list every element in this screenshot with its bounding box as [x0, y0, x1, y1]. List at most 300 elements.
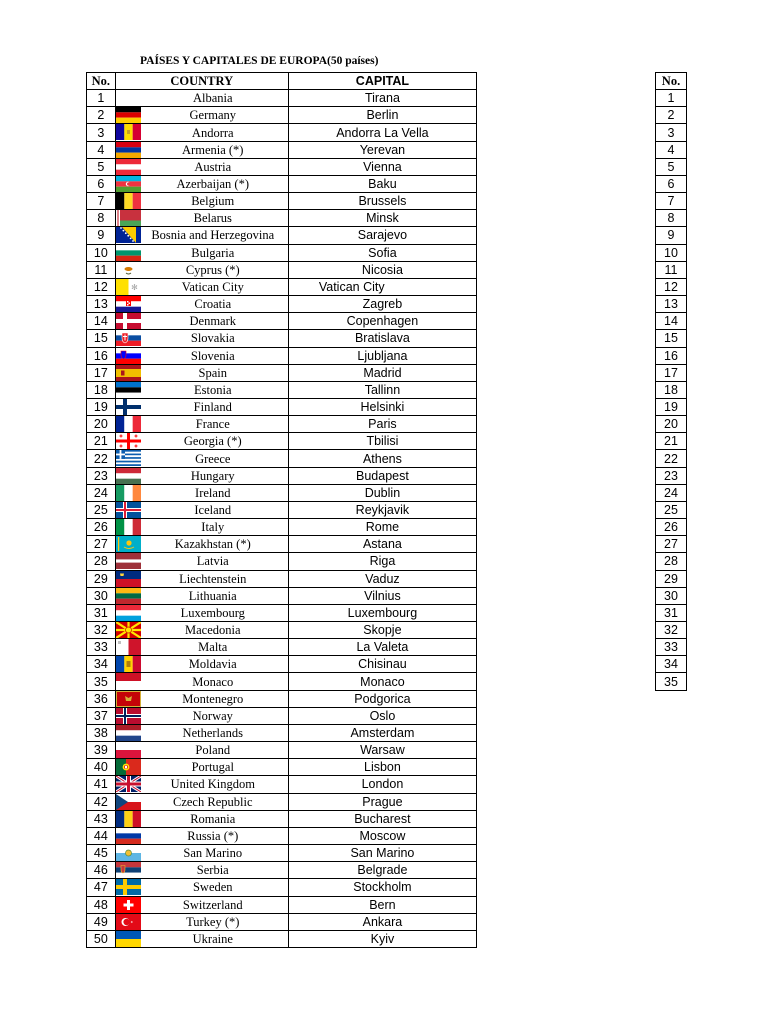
- capital-cell: Sofia: [288, 244, 476, 261]
- capital-cell: Podgorica: [288, 690, 476, 707]
- table-row: [656, 330, 687, 347]
- kazakhstan-flag-icon: [116, 536, 141, 552]
- table-row: [656, 296, 687, 313]
- country-name: Slovenia: [190, 348, 235, 363]
- row-number: 30: [87, 587, 116, 604]
- table-row: [656, 193, 687, 210]
- row-number: 10: [87, 244, 116, 261]
- capital-cell: Riga: [288, 553, 476, 570]
- row-number: 36: [87, 690, 116, 707]
- country-name: Poland: [195, 743, 231, 758]
- country-name: Croatia: [194, 297, 232, 312]
- row-number: 8: [87, 210, 116, 227]
- country-cell: [115, 930, 288, 947]
- country-name: Serbia: [196, 863, 229, 878]
- row-number: 22: [87, 450, 116, 467]
- countries-table: [86, 72, 477, 948]
- row-number: 39: [87, 742, 116, 759]
- capital-cell: Paris: [288, 416, 476, 433]
- table-row: [87, 862, 477, 879]
- row-number: 19: [656, 398, 687, 415]
- country-name: Georgia (*): [183, 434, 242, 449]
- capital-cell: Rome: [288, 519, 476, 536]
- table-row: [656, 536, 687, 553]
- poland-flag-icon: [116, 742, 141, 758]
- country-cell: [115, 158, 288, 175]
- row-number: 13: [656, 296, 687, 313]
- row-number: 5: [656, 158, 687, 175]
- country-name: Liechtenstein: [179, 571, 247, 586]
- table-row: [656, 398, 687, 415]
- table-row: [87, 90, 477, 107]
- table-row: [656, 175, 687, 192]
- table-row: [87, 776, 477, 793]
- table-row: [656, 622, 687, 639]
- country-cell: [115, 381, 288, 398]
- country-cell: [115, 398, 288, 415]
- table-row: [87, 742, 477, 759]
- row-number: 27: [87, 536, 116, 553]
- table-row: [87, 570, 477, 587]
- row-number: 17: [87, 364, 116, 381]
- table-row: [87, 673, 477, 690]
- table-row: [87, 604, 477, 621]
- row-number: 28: [87, 553, 116, 570]
- country-cell: [115, 724, 288, 741]
- table-row: [656, 604, 687, 621]
- header-capital: CAPITAL: [288, 73, 476, 90]
- row-number: 20: [656, 416, 687, 433]
- row-number: 34: [87, 656, 116, 673]
- capital-cell: Nicosia: [288, 261, 476, 278]
- row-number: 32: [656, 622, 687, 639]
- country-cell: [115, 793, 288, 810]
- country-cell: [115, 501, 288, 518]
- row-number: 20: [87, 416, 116, 433]
- row-number: 31: [87, 604, 116, 621]
- row-number: 49: [87, 913, 116, 930]
- capital-cell: Baku: [288, 175, 476, 192]
- table-row: [87, 416, 477, 433]
- table-row: [87, 175, 477, 192]
- table-row: [656, 158, 687, 175]
- capital-cell: Sarajevo: [288, 227, 476, 244]
- row-number: 33: [87, 639, 116, 656]
- number-column-table: [655, 72, 687, 691]
- country-name: Germany: [189, 108, 237, 123]
- row-number: 15: [87, 330, 116, 347]
- capital-cell: Helsinki: [288, 398, 476, 415]
- belarus-flag-icon: [116, 210, 141, 226]
- row-number: 7: [87, 193, 116, 210]
- svg-text:✻: ✻: [130, 282, 138, 292]
- cyprus-flag-icon: [116, 262, 141, 278]
- country-name: Albania: [192, 91, 233, 106]
- country-cell: [115, 519, 288, 536]
- capital-cell: Tallinn: [288, 381, 476, 398]
- table-row: [656, 244, 687, 261]
- andorra-flag-icon: [116, 124, 141, 140]
- table-row: [87, 759, 477, 776]
- capital-cell: Amsterdam: [288, 724, 476, 741]
- country-name: Russia (*): [187, 828, 239, 843]
- row-number: 9: [656, 227, 687, 244]
- row-number: 17: [656, 364, 687, 381]
- country-cell: [115, 210, 288, 227]
- table-row: [656, 639, 687, 656]
- row-number: 15: [656, 330, 687, 347]
- country-cell: [115, 845, 288, 862]
- row-number: 37: [87, 707, 116, 724]
- row-number: 25: [656, 501, 687, 518]
- table-row: [87, 810, 477, 827]
- capital-cell: Brussels: [288, 193, 476, 210]
- row-number: 47: [87, 879, 116, 896]
- table-row: [656, 587, 687, 604]
- country-name: Portugal: [191, 760, 234, 775]
- header-country: COUNTRY: [115, 73, 288, 90]
- row-number: 21: [656, 433, 687, 450]
- country-cell: [115, 296, 288, 313]
- row-number: 50: [87, 930, 116, 947]
- table-row: [87, 707, 477, 724]
- table-row: [87, 450, 477, 467]
- country-name: Ukraine: [192, 931, 233, 946]
- table-row: [87, 124, 477, 141]
- table-row: [656, 227, 687, 244]
- country-name: Ireland: [195, 485, 231, 500]
- country-cell: [115, 450, 288, 467]
- bosnia-flag-icon: [116, 227, 141, 243]
- country-name: Belgium: [191, 194, 235, 209]
- table-row: [656, 313, 687, 330]
- table-row: [656, 278, 687, 295]
- table-row: [87, 879, 477, 896]
- table-row: [87, 193, 477, 210]
- table-row: [87, 210, 477, 227]
- country-name: Kazakhstan (*): [174, 537, 251, 552]
- capital-cell: Kyiv: [288, 930, 476, 947]
- ireland-flag-icon: [116, 485, 141, 501]
- country-cell: [115, 330, 288, 347]
- country-name: Sweden: [192, 880, 233, 895]
- table-row: [87, 896, 477, 913]
- table-row: [87, 467, 477, 484]
- country-cell: [115, 570, 288, 587]
- country-cell: [115, 416, 288, 433]
- header-no-right: No.: [656, 73, 687, 90]
- capital-cell: Madrid: [288, 364, 476, 381]
- armenia-flag-icon: [116, 142, 141, 158]
- country-name: Vatican City: [181, 279, 244, 294]
- russia-flag-icon: [116, 828, 141, 844]
- header-no: No.: [87, 73, 116, 90]
- country-cell: [115, 913, 288, 930]
- country-name: Andorra: [191, 125, 234, 140]
- norway-flag-icon: [116, 708, 141, 724]
- table-row: [87, 690, 477, 707]
- table-row: [87, 313, 477, 330]
- table-row: [656, 570, 687, 587]
- row-number: 24: [87, 484, 116, 501]
- finland-flag-icon: [116, 399, 141, 415]
- country-name: France: [195, 417, 230, 432]
- country-name: Slovakia: [190, 331, 235, 346]
- row-number: 27: [656, 536, 687, 553]
- row-number: 46: [87, 862, 116, 879]
- country-name: Cyprus (*): [185, 262, 240, 277]
- monaco-flag-icon: [116, 673, 141, 689]
- row-number: 48: [87, 896, 116, 913]
- country-cell: [115, 175, 288, 192]
- slovakia-flag-icon: [116, 330, 141, 346]
- row-number: 32: [87, 622, 116, 639]
- row-number: 18: [87, 381, 116, 398]
- table-row: [87, 347, 477, 364]
- table-row: [87, 501, 477, 518]
- greece-flag-icon: [116, 450, 141, 466]
- country-cell: [115, 742, 288, 759]
- capital-cell: Lisbon: [288, 759, 476, 776]
- capital-cell: Copenhagen: [288, 313, 476, 330]
- croatia-flag-icon: [116, 296, 141, 312]
- capital-cell: Dublin: [288, 484, 476, 501]
- row-number: 2: [656, 107, 687, 124]
- capital-cell: Berlin: [288, 107, 476, 124]
- netherlands-flag-icon: [116, 725, 141, 741]
- row-number: 40: [87, 759, 116, 776]
- country-cell: [115, 776, 288, 793]
- uk-flag-icon: [116, 776, 141, 792]
- turkey-flag-icon: [116, 914, 141, 930]
- row-number: 21: [87, 433, 116, 450]
- country-name: Switzerland: [182, 897, 243, 912]
- table-row: [87, 364, 477, 381]
- country-cell: [115, 467, 288, 484]
- country-cell: [115, 244, 288, 261]
- slovenia-flag-icon: [116, 348, 141, 364]
- denmark-flag-icon: [116, 313, 141, 329]
- table-row: [656, 364, 687, 381]
- country-name: San Marino: [183, 846, 243, 861]
- liechtenstein-flag-icon: [116, 571, 141, 587]
- row-number: 5: [87, 158, 116, 175]
- capital-cell: Yerevan: [288, 141, 476, 158]
- row-number: 14: [87, 313, 116, 330]
- row-number: 11: [87, 261, 116, 278]
- table-header-row: [656, 73, 687, 90]
- country-cell: [115, 879, 288, 896]
- row-number: 23: [87, 467, 116, 484]
- sweden-flag-icon: [116, 879, 141, 895]
- row-number: 7: [656, 193, 687, 210]
- row-number: 6: [87, 175, 116, 192]
- row-number: 29: [656, 570, 687, 587]
- table-row: [656, 501, 687, 518]
- row-number: 45: [87, 845, 116, 862]
- table-row: [656, 210, 687, 227]
- capital-cell: Vilnius: [288, 587, 476, 604]
- country-name: Finland: [193, 400, 232, 415]
- table-row: [87, 587, 477, 604]
- capital-cell: Zagreb: [288, 296, 476, 313]
- country-name: Belarus: [193, 211, 232, 226]
- table-row: [656, 416, 687, 433]
- table-row: [87, 158, 477, 175]
- country-name: Czech Republic: [173, 794, 253, 809]
- capital-cell: Prague: [288, 793, 476, 810]
- bulgaria-flag-icon: [116, 245, 141, 261]
- country-cell: [115, 90, 288, 107]
- capital-cell: Vaduz: [288, 570, 476, 587]
- country-name: Austria: [194, 159, 232, 174]
- ukraine-flag-icon: [116, 931, 141, 947]
- country-name: Bosnia and Herzegovina: [151, 228, 275, 243]
- italy-flag-icon: [116, 519, 141, 535]
- spain-flag-icon: [116, 365, 141, 381]
- row-number: 35: [656, 673, 687, 690]
- romania-flag-icon: [116, 811, 141, 827]
- luxembourg-flag-icon: [116, 605, 141, 621]
- georgia-flag-icon: [116, 433, 141, 449]
- row-number: 33: [656, 639, 687, 656]
- country-name: Montenegro: [182, 691, 244, 706]
- row-number: 3: [87, 124, 116, 141]
- row-number: 9: [87, 227, 116, 244]
- capital-cell: Warsaw: [288, 742, 476, 759]
- country-cell: [115, 896, 288, 913]
- capital-cell: Minsk: [288, 210, 476, 227]
- row-number: 10: [656, 244, 687, 261]
- country-cell: [115, 759, 288, 776]
- country-cell: [115, 364, 288, 381]
- table-row: [87, 656, 477, 673]
- table-row: [656, 261, 687, 278]
- row-number: 16: [656, 347, 687, 364]
- capital-cell: Astana: [288, 536, 476, 553]
- iceland-flag-icon: [116, 502, 141, 518]
- row-number: 38: [87, 724, 116, 741]
- country-cell: [115, 261, 288, 278]
- row-number: 44: [87, 827, 116, 844]
- row-number: 41: [87, 776, 116, 793]
- row-number: 6: [656, 175, 687, 192]
- table-row: [656, 673, 687, 690]
- country-cell: [115, 193, 288, 210]
- capital-cell: Moscow: [288, 827, 476, 844]
- capital-cell: Tbilisi: [288, 433, 476, 450]
- country-cell: [115, 124, 288, 141]
- portugal-flag-icon: [116, 759, 141, 775]
- country-name: Denmark: [189, 314, 237, 329]
- capital-cell: Belgrade: [288, 862, 476, 879]
- table-row: [656, 450, 687, 467]
- country-cell: [115, 278, 288, 295]
- capital-cell: Budapest: [288, 467, 476, 484]
- table-row: [87, 107, 477, 124]
- albania-flag-icon: [116, 90, 141, 106]
- capital-cell: Oslo: [288, 707, 476, 724]
- table-row: [656, 107, 687, 124]
- country-name: Lithuania: [188, 588, 237, 603]
- germany-flag-icon: [116, 107, 141, 123]
- table-row: [87, 519, 477, 536]
- country-cell: [115, 107, 288, 124]
- row-number: 28: [656, 553, 687, 570]
- row-number: 13: [87, 296, 116, 313]
- country-name: Netherlands: [182, 726, 243, 741]
- serbia-flag-icon: [116, 862, 141, 878]
- capital-cell: Luxembourg: [288, 604, 476, 621]
- row-number: 1: [656, 90, 687, 107]
- malta-flag-icon: [116, 639, 141, 655]
- capital-cell: Athens: [288, 450, 476, 467]
- table-row: [87, 141, 477, 158]
- lithuania-flag-icon: [116, 588, 141, 604]
- table-row: [87, 261, 477, 278]
- country-name: Italy: [201, 520, 225, 535]
- table-row: [656, 656, 687, 673]
- country-cell: [115, 536, 288, 553]
- country-name: Armenia (*): [182, 142, 244, 157]
- san-marino-flag-icon: [116, 845, 141, 861]
- country-cell: [115, 622, 288, 639]
- row-number: 26: [656, 519, 687, 536]
- row-number: 22: [656, 450, 687, 467]
- country-cell: [115, 227, 288, 244]
- country-name: Hungary: [190, 468, 235, 483]
- country-cell: [115, 141, 288, 158]
- table-row: [656, 141, 687, 158]
- table-row: [87, 845, 477, 862]
- country-name: United Kingdom: [170, 777, 255, 792]
- vatican-flag-icon: [116, 279, 141, 295]
- country-name: Moldavia: [188, 657, 237, 672]
- row-number: 34: [656, 656, 687, 673]
- country-cell: [115, 604, 288, 621]
- capital-cell: Bern: [288, 896, 476, 913]
- page-title: PAÍSES Y CAPITALES DE EUROPA(50 países): [140, 55, 379, 67]
- belgium-flag-icon: [116, 193, 141, 209]
- capital-cell: Skopje: [288, 622, 476, 639]
- table-row: [87, 484, 477, 501]
- table-header-row: [87, 73, 477, 90]
- capital-cell: Ankara: [288, 913, 476, 930]
- capital-cell: London: [288, 776, 476, 793]
- country-cell: [115, 484, 288, 501]
- row-number: 19: [87, 398, 116, 415]
- country-cell: [115, 690, 288, 707]
- row-number: 30: [656, 587, 687, 604]
- row-number: 1: [87, 90, 116, 107]
- capital-cell: Chisinau: [288, 656, 476, 673]
- france-flag-icon: [116, 416, 141, 432]
- row-number: 4: [656, 141, 687, 158]
- row-number: 16: [87, 347, 116, 364]
- country-name: Azerbaijan (*): [176, 177, 250, 192]
- row-number: 26: [87, 519, 116, 536]
- latvia-flag-icon: [116, 553, 141, 569]
- country-name: Iceland: [194, 502, 232, 517]
- country-cell: [115, 707, 288, 724]
- country-cell: [115, 639, 288, 656]
- capital-cell: Bucharest: [288, 810, 476, 827]
- capital-cell: San Marino: [288, 845, 476, 862]
- table-row: [87, 330, 477, 347]
- row-number: 31: [656, 604, 687, 621]
- capital-cell: Reykjavik: [288, 501, 476, 518]
- country-cell: [115, 862, 288, 879]
